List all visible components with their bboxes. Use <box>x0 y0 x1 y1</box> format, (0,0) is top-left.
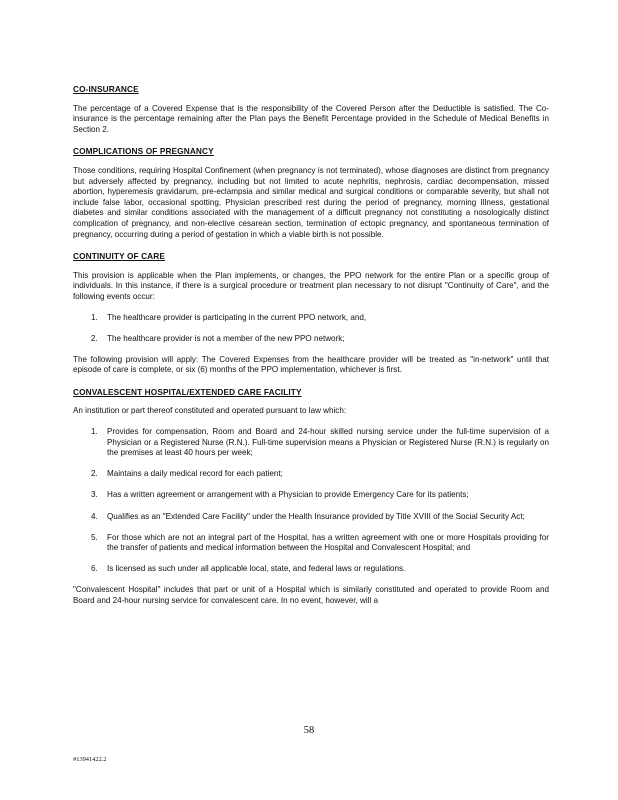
section-heading: COMPLICATIONS OF PREGNANCY <box>73 146 214 157</box>
definition-paragraph: Those conditions, requiring Hospital Confinement (when pregnancy is not terminated), whose diagnoses are distinct from pregnancy but adversely affected by pregnancy, including but not limited to acute nephritis, nephrosis, cardiac decompensation, missed abortion, hyperemesis gravidarum, pre-eclampsia and similar medical and surgical conditions or comparable severity, but shall not include false labor, occasional spotting, Physician prescribed rest during the period of pregnancy, morning Illness, gestational diabetes and similar conditions associated with the management of a difficult pregnancy not constituting a nosologically distinct complication of pregnancy, and non-elective cesarean section, termination of ectopic pregnancy, and spontaneous termination of pregnancy, occurring during a period of gestation in which a viable birth is not possible. <box>73 165 549 239</box>
document-id: #13941422.2 <box>73 756 107 763</box>
list-item-number: 1. <box>91 312 98 322</box>
list-item-number: 4. <box>91 511 98 521</box>
list-item-number: 1. <box>91 427 98 437</box>
list-item-text: The healthcare provider is not a member of the new PPO network; <box>107 333 345 343</box>
section-continuity-of-care <box>73 251 549 376</box>
intro-paragraph: This provision is applicable when the Plan implements, or changes, the PPO network for the entire Plan or a specific group of individuals. In this instance, if there is a surgical procedure or treatment plan necessary to not disrupt "Continuity of Care", and the following events occur: <box>73 270 549 301</box>
list-item-text: Maintains a daily medical record for each patient; <box>107 469 283 479</box>
list-item-number: 2. <box>91 469 98 479</box>
list-item-text: Is licensed as such under all applicable local, state, and federal laws or regulations. <box>107 564 406 574</box>
section-heading: CO-INSURANCE <box>73 84 139 94</box>
section-co-insurance <box>73 84 549 135</box>
list-item-number: 2. <box>91 333 98 343</box>
definition-paragraph: The percentage of a Covered Expense that is the responsibility of the Covered Person after the Deductible is satisfied. The Co-insurance is the percentage remaining after the Plan pays the Benefit Percentage provided in the Schedule of Medical Benefits in Section 2. <box>73 103 549 134</box>
list-item-number: 6. <box>91 564 98 574</box>
outro-paragraph: The following provision will apply: The Covered Expenses from the healthcare provider will be treated as "in-network" until that episode of care is complete, or six (6) months of the PPO implementation, whichever is first. <box>73 354 549 375</box>
list-item-number: 3. <box>91 490 98 500</box>
page-number: 58 <box>303 725 315 736</box>
list-item <box>73 564 549 575</box>
list-item-text: Provides for compensation, Room and Board and 24-hour skilled nursing service under the full-time supervision of a Physician or a Registered Nurse (R.N.). Full-time supervision means a Physician or Registered Nurse (R.N.) is regularly on the premises at least 40 hours per week; <box>107 427 549 458</box>
list-item-text: The healthcare provider is participating in the current PPO network, and, <box>107 312 367 322</box>
section-heading: CONVALESCENT HOSPITAL/EXTENDED CARE FACILITY <box>73 386 302 397</box>
list-item-text: Qualifies as an "Extended Care Facility" under the Health Insurance provided by Title XVIII of the Social Security Act; <box>107 511 525 521</box>
page-content <box>73 84 549 607</box>
list-item <box>73 334 549 345</box>
intro-paragraph: An institution or part thereof constituted and operated pursuant to law which: <box>73 406 347 416</box>
list-item <box>73 313 549 324</box>
list-item-text: Has a written agreement or arrangement with a Physician to provide Emergency Care for its patients; <box>107 490 469 500</box>
section-complications-of-pregnancy <box>73 146 549 240</box>
list-item <box>73 427 549 459</box>
numbered-list <box>73 427 549 575</box>
list-item <box>73 469 549 480</box>
list-item <box>73 533 549 554</box>
list-item-number: 5. <box>91 532 98 542</box>
section-heading: CONTINUITY OF CARE <box>73 251 165 262</box>
section-convalescent-hospital <box>73 387 549 607</box>
list-item <box>73 512 549 523</box>
list-item <box>73 490 549 501</box>
outro-paragraph: "Convalescent Hospital" includes that part or unit of a Hospital which is similarly constituted and operated to provide Room and Board and 24-hour nursing service for convalescent care. In no event, however, will a <box>73 585 549 605</box>
numbered-list <box>73 313 549 345</box>
list-item-text: For those which are not an integral part of the Hospital, has a written agreement with one or more Hospitals providing for the transfer of patients and medical information between the Hospital and Convalescent Hospital; and <box>107 532 549 553</box>
